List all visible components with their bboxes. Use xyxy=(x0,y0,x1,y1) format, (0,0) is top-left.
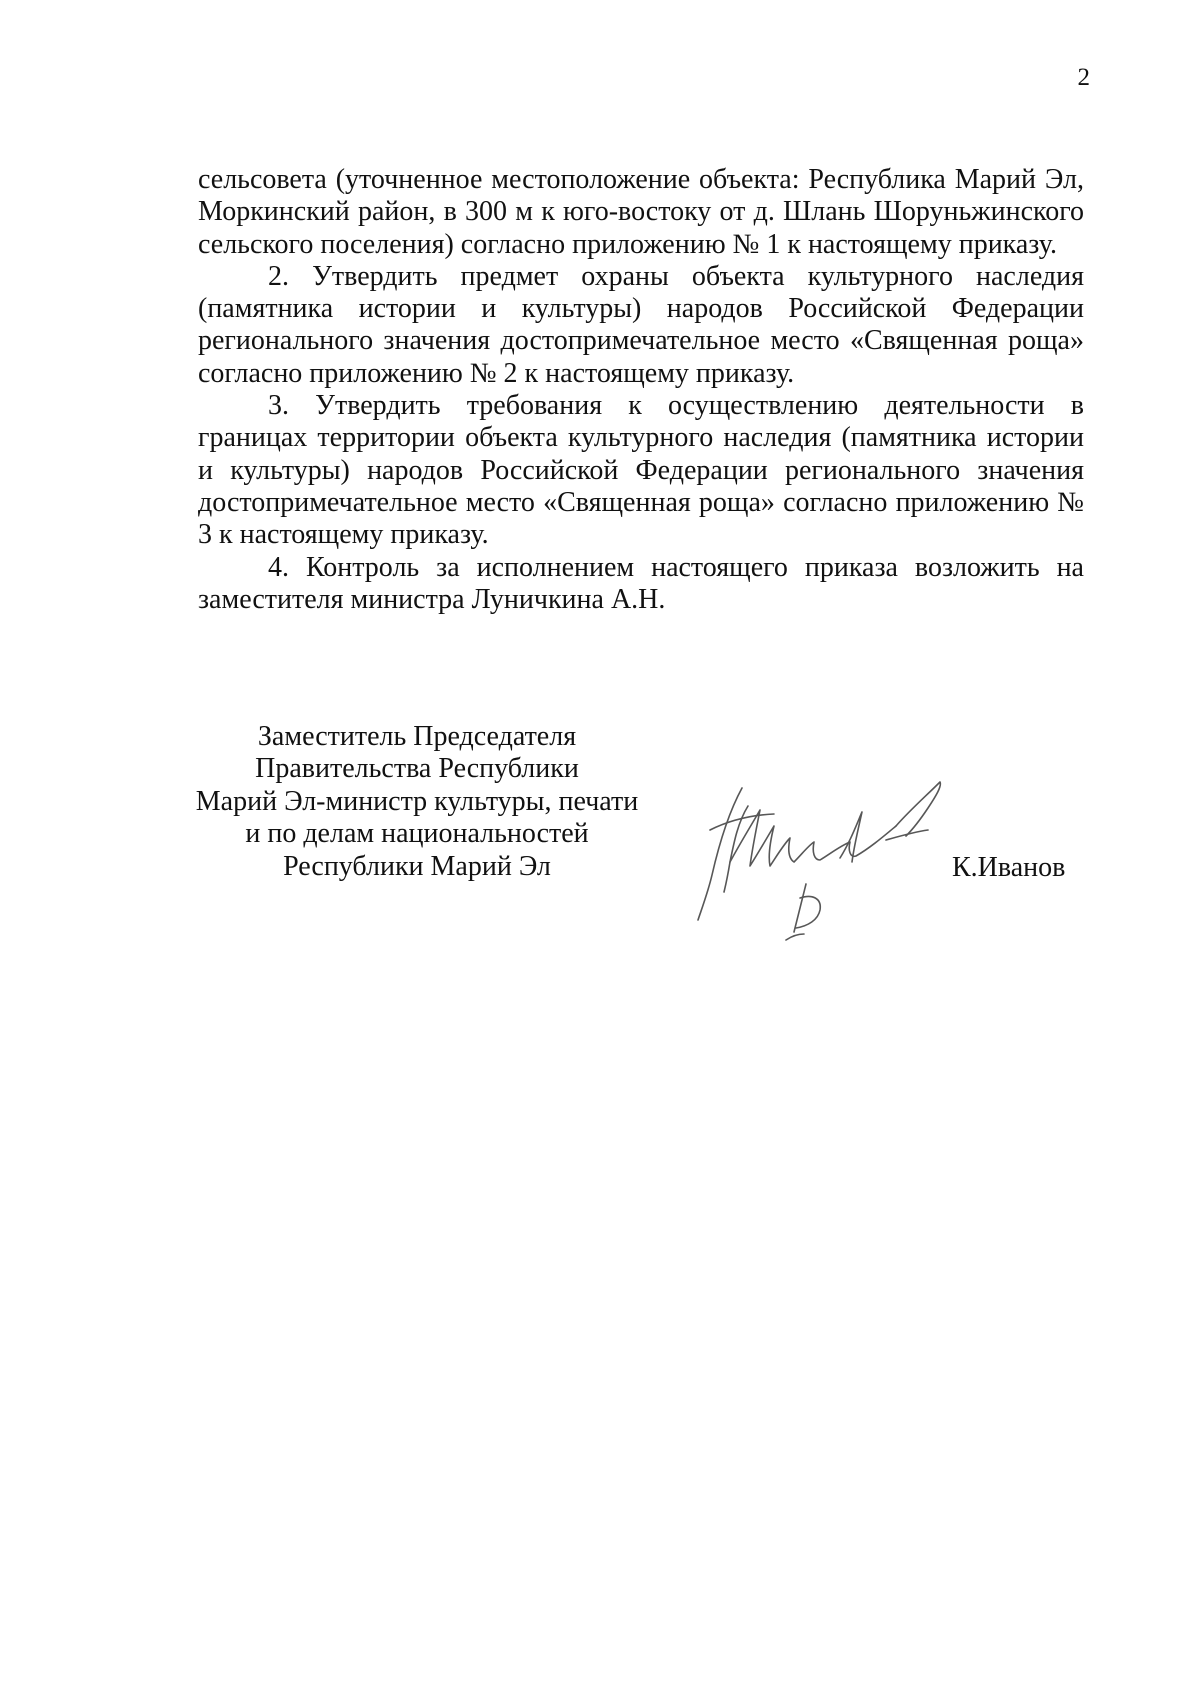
signatory-position-line: Заместитель Председателя xyxy=(257,721,577,752)
signatory-position-line: Правительства Республики xyxy=(255,753,579,785)
signatory-position xyxy=(186,721,648,883)
signatory-position-line: и по делам национальностей xyxy=(245,818,589,850)
document-body xyxy=(198,164,1084,616)
paragraph-item-2: 2. Утвердить предмет охраны объекта культурного наследия (памятника истории и культуры) народов Российской Федерации регионального значения достопримечательное место «Священная роща» согласно приложению № 2 к настоящему приказу. xyxy=(198,260,1084,389)
paragraph-continuation: сельсовета (уточненное местоположение объекта: Республика Марий Эл, Моркинский район, в 300 м к юго-востоку от д. Шлань Шоруньжинского сельского поселения) согласно приложению № 1 к настоящему приказу. xyxy=(198,164,1084,260)
handwritten-signature xyxy=(690,770,960,945)
paragraph-item-4: 4. Контроль за исполнением настоящего приказа возложить на заместителя министра Луничкина А.Н. xyxy=(198,551,1084,615)
signatory-position-line: Республики Марий Эл xyxy=(283,850,551,882)
paragraph-item-3: 3. Утвердить требования к осуществлению деятельности в границах территории объекта культурного наследия (памятника истории и культуры) народов Российской Федерации регионального значения достопримечательное место «Священная роща» согласно приложению № 3 к настоящему приказу. xyxy=(198,390,1084,551)
signer-name: К.Иванов xyxy=(952,852,1066,883)
page-number: 2 xyxy=(1077,64,1090,91)
signatory-position-line: Марий Эл-министр культуры, печати xyxy=(195,785,639,817)
